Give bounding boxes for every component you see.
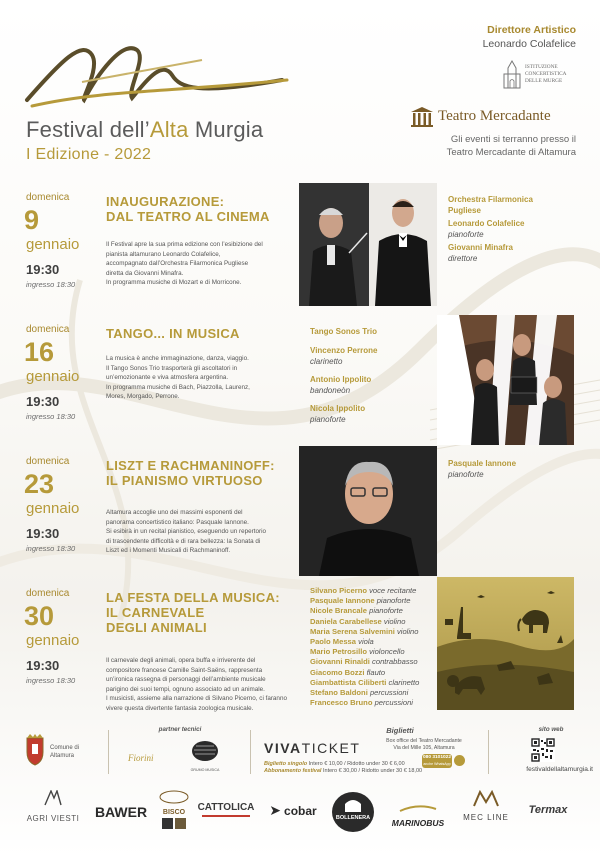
- single-ticket-value: Intero € 10,00 / Ridotto under 30 € 6,00: [308, 761, 405, 767]
- event-day-number: 30: [24, 601, 55, 631]
- performer-name: Mario Petrosillo: [310, 647, 367, 657]
- pianist-photo: [369, 183, 437, 306]
- season-ticket-price: [264, 768, 422, 774]
- agri-viesti-icon: [43, 790, 63, 806]
- performer: [310, 606, 438, 616]
- single-ticket-price: [264, 761, 405, 767]
- sponsor-name: BAWER: [94, 804, 148, 820]
- performer-name: Giambattista Ciliberti: [310, 677, 387, 687]
- marinobus-swoosh: [398, 803, 438, 813]
- partner-label: partner tecnici: [158, 726, 202, 733]
- title-suffix: Murgia: [188, 117, 264, 142]
- conductor-figure: [299, 183, 369, 306]
- comune-logo: [24, 734, 99, 774]
- event-title-line-1: LA FESTA DELLA MUSICA:: [106, 590, 280, 605]
- performer-role: pianoforte: [369, 606, 403, 616]
- desc-line: Altamura accoglie uno dei massimi esponenti del: [106, 509, 243, 516]
- performer: [310, 698, 438, 708]
- performer: [448, 218, 588, 240]
- event-title-line-2: IL PIANISMO VIRTUOSO: [106, 473, 263, 488]
- performer: [310, 586, 438, 596]
- event-performers: [448, 458, 588, 482]
- performer-role: clarinetto: [310, 357, 343, 366]
- pianist-iannone-photo: [299, 446, 437, 576]
- partner-2-name: GRUMO MUSICA: [190, 768, 220, 772]
- performer-name: Nicola Ippolito: [310, 404, 366, 413]
- mecline-icon: [471, 790, 501, 808]
- performer: [310, 647, 438, 657]
- performer: [448, 194, 588, 216]
- desc-line: Mores, Morgado, Perrone.: [106, 393, 180, 400]
- performer-name: Giovanni Minafra: [448, 243, 513, 252]
- event-entry-time: ingresso 18:30: [26, 544, 76, 553]
- web-label: sito web: [538, 726, 564, 733]
- performer-role: percussioni: [374, 698, 413, 708]
- event-title-line-1: INAUGURAZIONE:: [106, 194, 225, 209]
- venue-note-line-2: Teatro Mercadante di Altamura: [446, 147, 576, 158]
- performer: [310, 326, 430, 337]
- event-title: [106, 458, 275, 488]
- desc-line: parigino dei suoi tempi, ognuno associato ad un animale.: [106, 685, 265, 693]
- festival-edition: I Edizione - 2022: [26, 146, 152, 163]
- event-weekday: domenica: [26, 192, 70, 203]
- event-time: 19:30: [26, 526, 60, 541]
- cattolica-underline: [202, 815, 250, 817]
- performer-name: Vincenzo Perrone: [310, 346, 378, 355]
- performer: [310, 627, 438, 637]
- tickets-label: Biglietti: [386, 726, 414, 735]
- iannone-portrait: [299, 446, 437, 576]
- event-performers: [310, 586, 438, 708]
- event-title: [106, 326, 240, 341]
- performer: [310, 688, 438, 698]
- sponsor-termax: [518, 790, 578, 836]
- phone-number: 080 3101022: [422, 755, 451, 760]
- sponsor-mecline: [456, 790, 516, 836]
- title-accent: Alta: [149, 117, 189, 142]
- event-weekday: domenica: [26, 324, 70, 335]
- box-office-line-2: Via del Mille 105, Altamura: [393, 745, 455, 751]
- performer-name: Pasquale Iannone: [310, 596, 375, 606]
- single-ticket-label: Biglietto singolo: [264, 761, 308, 767]
- event-entry-time: ingresso 18:30: [26, 280, 76, 289]
- website-link[interactable]: festivaldellaltamurgia.it: [526, 766, 593, 773]
- bisco-squares: [159, 816, 189, 830]
- institution-line-3: DELLE MURGE: [525, 78, 563, 84]
- desc-line: Il Tango Sonos Trio trasporterà gli ascoltatori in: [106, 364, 238, 372]
- sponsor-name: CATTOLICA: [197, 802, 255, 813]
- title-prefix: Festival dell’: [26, 117, 150, 142]
- sponsor-name: MARINOBUS: [391, 818, 445, 828]
- event-weekday: domenica: [26, 456, 70, 467]
- institution-line-2: CONCERTISTICA: [525, 71, 567, 77]
- performer: [310, 596, 438, 606]
- vivaticket-logo: [264, 740, 360, 756]
- theatre-logo: [410, 106, 585, 130]
- desc-line: vivere questa divertente fantasia zoologica musicale.: [106, 704, 254, 712]
- desc-line: I musicisti, assieme alla narrazione di Silvano Picerno, ci faranno: [106, 695, 287, 702]
- phone-badge[interactable]: [422, 754, 464, 768]
- event-month: gennaio: [26, 632, 80, 649]
- performer-name: Francesco Bruno: [310, 698, 373, 708]
- divider: [250, 730, 251, 774]
- desc-line: compositore francese Camille Saint-Saëns, rappresenta: [106, 666, 263, 674]
- desc-line: Liszt ed i Momenti Musicali di Rachmaninoff.: [106, 547, 231, 554]
- sponsor-name: Termax: [528, 804, 568, 816]
- performer: [310, 678, 438, 688]
- partner-1-name: Fiorini: [128, 753, 154, 763]
- comune-line-2: Altamura: [50, 753, 75, 759]
- festival-logo: [22, 20, 292, 115]
- performer: [310, 617, 438, 627]
- sponsor-marinobus: [384, 790, 452, 836]
- desc-line: un’emozionante e viva atmosfera argentina.: [106, 374, 229, 381]
- performer-role: violino: [383, 616, 406, 626]
- tango-trio-figures: [437, 315, 574, 445]
- sponsor-name: MEC LINE: [463, 813, 509, 822]
- performer-role: contrabbasso: [372, 657, 418, 667]
- sponsor-cattolica: [196, 790, 256, 836]
- performer-name: Nicole Brancale: [310, 606, 367, 616]
- performer-role: pianoforte: [310, 415, 346, 424]
- event-day-number: 9: [24, 205, 40, 235]
- season-ticket-label: Abbonamento festival: [264, 768, 322, 774]
- director-name: Leonardo Colafelice: [482, 38, 576, 50]
- event-day-number: 16: [24, 337, 55, 367]
- performer: [310, 403, 430, 425]
- event-month: gennaio: [26, 500, 80, 517]
- event-month: gennaio: [26, 368, 80, 385]
- event-jan-30: [0, 584, 600, 719]
- performer-name: Paolo Messa: [310, 637, 357, 647]
- partner-logo-1: [128, 748, 164, 768]
- sponsor-name: BISCO: [162, 809, 186, 816]
- divider: [488, 730, 489, 774]
- sponsor-name: cobar: [284, 804, 317, 818]
- performer: [448, 242, 588, 264]
- performer-name: Silvano Picerno: [310, 586, 367, 595]
- tango-trio-photo: [437, 315, 574, 445]
- event-title-line-3: DEGLI ANIMALI: [106, 620, 207, 635]
- event-time: 19:30: [26, 262, 60, 277]
- comune-line-1: Comune di: [50, 745, 80, 751]
- theatre-columns-icon: [410, 106, 434, 128]
- performer-role: flauto: [366, 667, 386, 677]
- event-title-line-2: IL CARNEVALE: [106, 605, 205, 620]
- sponsor-agri-viesti: [22, 790, 84, 836]
- desc-line: Il carnevale degli animali, opera buffa e irriverente del: [106, 657, 256, 664]
- event-description: [106, 656, 292, 713]
- performer-role: clarinetto: [388, 677, 420, 687]
- cathedral-icon: [503, 60, 521, 90]
- event-description: [106, 508, 284, 556]
- phone-text: [422, 755, 452, 767]
- desc-line: La musica è anche immaginazione, danza, viaggio.: [106, 355, 249, 362]
- event-time: 19:30: [26, 394, 60, 409]
- desc-line: In programma musiche di Bach, Piazzolla, Laurenz,: [106, 383, 250, 391]
- event-month: gennaio: [26, 236, 80, 253]
- performer-name: Leonardo Colafelice: [448, 219, 525, 228]
- event-jan-23: [0, 452, 600, 577]
- event-jan-16: [0, 320, 600, 440]
- season-ticket-value: Intero € 30,00 / Ridotto under 30 € 18,00: [322, 768, 423, 774]
- performer: [448, 458, 588, 480]
- sponsor-name: AGRI VIESTI: [26, 814, 80, 823]
- performer-name: Stefano Baldoni: [310, 688, 368, 698]
- box-office: [380, 738, 468, 752]
- performer-name: Giacomo Bozzi: [310, 667, 365, 677]
- performer-role: violino: [396, 626, 419, 636]
- performer-role: pianoforte: [376, 596, 411, 606]
- desc-line: panorama concertistico italiano: Pasquale Iannone.: [106, 518, 249, 526]
- artistic-director: [483, 24, 576, 50]
- venue-note: [356, 133, 576, 159]
- performer-name: Tango Sonos Trio: [310, 327, 377, 336]
- sponsor-bisco: [158, 790, 190, 836]
- performer-role: bandoneòn: [310, 386, 351, 395]
- vivaticket-b: TICKET: [301, 740, 361, 756]
- performer: [310, 637, 438, 647]
- conductor-photo: [299, 183, 369, 306]
- phone-note: anche WhatsApp: [423, 762, 451, 766]
- event-description: [106, 240, 284, 288]
- event-day-number: 23: [24, 469, 55, 499]
- event-time: 19:30: [26, 658, 60, 673]
- performer-role: voce recitante: [369, 586, 417, 595]
- desc-line: Si esibirà in un recital pianistico, eseguendo un repertorio: [106, 528, 266, 535]
- performer-name: Maria Serena Salvemini: [310, 626, 395, 636]
- info-bar: [0, 722, 600, 782]
- event-title-line-1: TANGO... IN MUSICA: [106, 326, 240, 341]
- desc-line: In programma musiche di Mozart e di Morricone.: [106, 279, 242, 286]
- sponsor-bollenera: [330, 790, 376, 836]
- event-performers: [310, 326, 430, 427]
- desc-line: pianista altamurano Leonardo Colafelice,: [106, 250, 221, 258]
- performer-name: Giovanni Rinaldi: [310, 657, 370, 667]
- grumo-musica-emblem: [188, 740, 222, 762]
- institution-line-1: ISTITUZIONE: [525, 64, 558, 70]
- performer-role: percussioni: [369, 688, 409, 698]
- bisco-emblem: [159, 790, 189, 804]
- performer-name: Orchestra Filarmonica Pugliese: [448, 195, 533, 215]
- desc-line: Il Festival apre la sua prima edizione con l’esibizione del: [106, 241, 263, 248]
- event-description: [106, 354, 284, 402]
- divider: [108, 730, 109, 774]
- vivaticket-a: VIVA: [264, 740, 302, 756]
- director-label: Direttore Artistico: [487, 24, 576, 36]
- coat-of-arms-icon: [24, 734, 46, 766]
- event-entry-time: ingresso 18:30: [26, 676, 76, 685]
- savanna-animals: [437, 577, 574, 710]
- performer-role: pianoforte: [448, 230, 484, 239]
- festival-title: [26, 117, 263, 143]
- performer: [310, 374, 430, 396]
- performer-role: viola: [358, 637, 374, 647]
- desc-line: di trascendente difficoltà e di rara bellezza: la Sonata di: [106, 537, 261, 545]
- whatsapp-icon: [454, 755, 465, 766]
- sponsor-name: BOLLENERA: [335, 815, 371, 821]
- performer-name: Pasquale Iannone: [448, 459, 517, 468]
- event-title: [106, 590, 280, 635]
- institution-logo: [503, 60, 583, 98]
- partner-logo-2: [188, 740, 222, 770]
- theatre-name: Teatro Mercadante: [438, 108, 551, 124]
- performer-role: violoncello: [369, 647, 405, 657]
- event-jan-9: [0, 188, 600, 308]
- venue-note-line-1: Gli eventi si terranno presso il: [450, 134, 576, 145]
- performer-name: Daniela Carabellese: [310, 616, 382, 626]
- event-title: [106, 194, 270, 224]
- performer-name: Antonio Ippolito: [310, 375, 372, 384]
- performer: [310, 657, 438, 667]
- sponsor-cobar: [262, 790, 324, 836]
- performer-role: direttore: [448, 254, 478, 263]
- performer: [310, 345, 430, 367]
- qr-code-icon[interactable]: [531, 738, 555, 762]
- event-weekday: domenica: [26, 588, 70, 599]
- desc-line: un’ironica rassegna di personaggi dell’ambiente musicale: [106, 676, 266, 683]
- sponsor-logos: [0, 790, 600, 840]
- desc-line: diretta da Giovanni Minafra.: [106, 269, 184, 277]
- box-office-line-1: Box office del Teatro Mercadante: [386, 738, 462, 744]
- performer: [310, 668, 438, 678]
- cobar-arrow-icon: ➤: [269, 802, 282, 818]
- animals-illustration: [437, 577, 574, 710]
- event-title-line-1: LISZT E RACHMANINOFF:: [106, 458, 275, 473]
- bollenera-badge: [330, 790, 376, 834]
- event-entry-time: ingresso 18:30: [26, 412, 76, 421]
- performer-role: pianoforte: [448, 470, 484, 479]
- sponsor-bawer: [90, 790, 152, 836]
- desc-line: accompagnato dall’Orchestra Filarmonica Pugliese: [106, 260, 249, 267]
- event-title-line-2: DAL TEATRO AL CINEMA: [106, 209, 270, 224]
- event-performers: [448, 194, 588, 266]
- pianist-figure: [369, 183, 437, 306]
